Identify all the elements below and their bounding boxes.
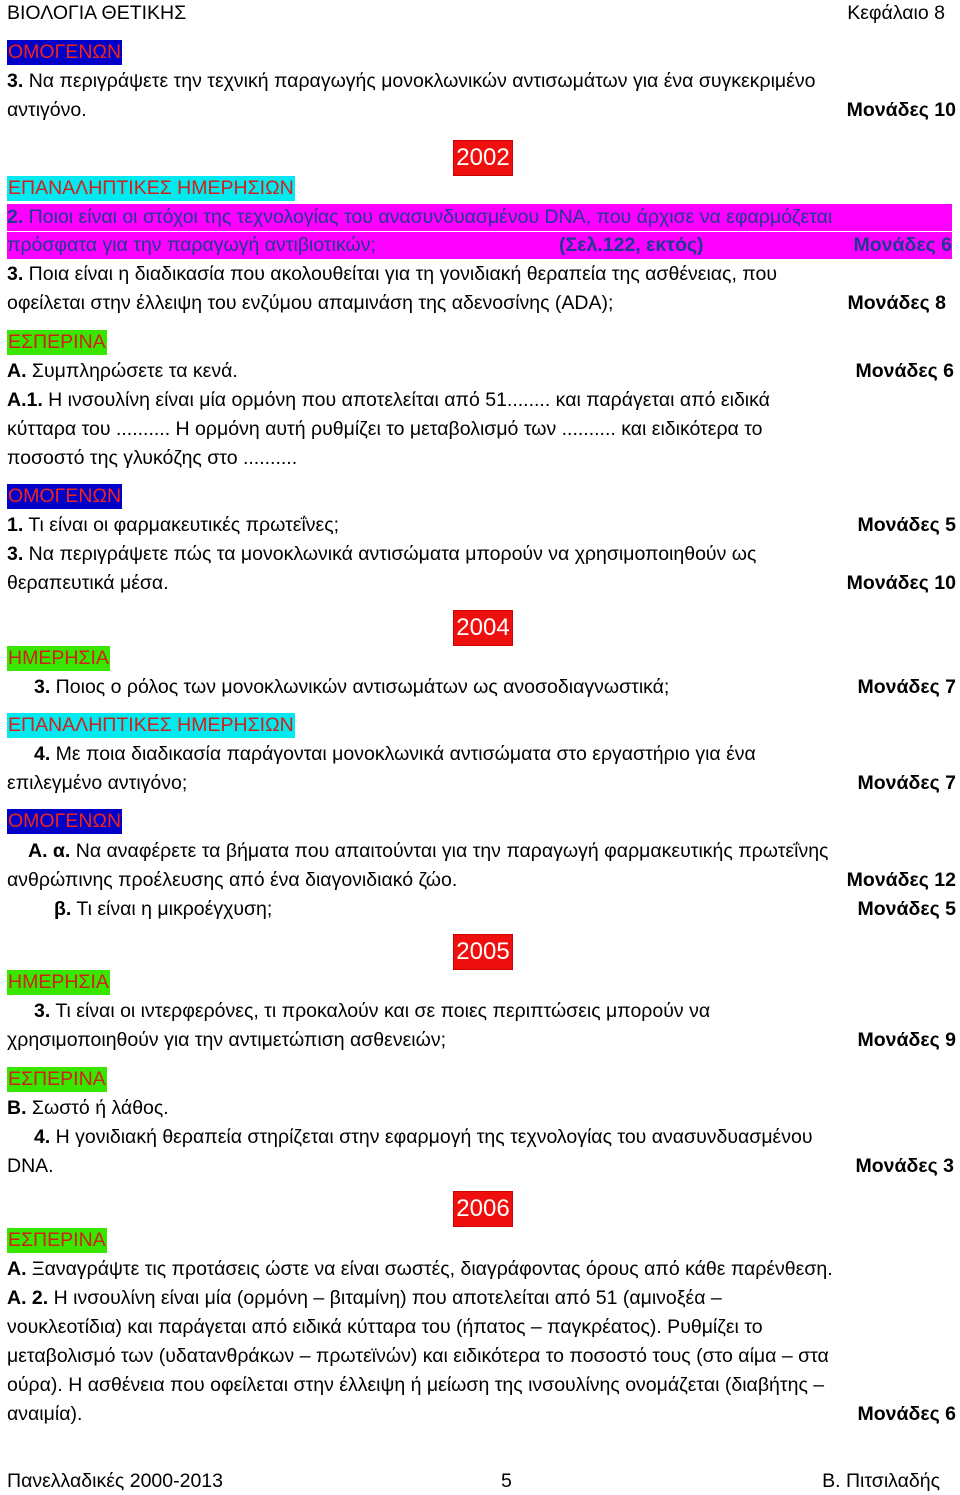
year-badge: 2004 (453, 610, 513, 646)
question-text: νουκλεοτίδια) και παράγεται από ειδικά κύτταρα του (ήπατος – παγκρέατος). Ρυθμίζει το (7, 1316, 763, 1338)
marks: Μονάδες 6 (855, 360, 954, 382)
question-line (7, 358, 954, 385)
question-number: 3. (7, 543, 24, 565)
question-line (7, 261, 956, 288)
question-number: Α. α. (28, 840, 71, 862)
question-line (34, 674, 956, 701)
question-text: Συμπληρώσετε τα κενά. (26, 360, 238, 382)
section-tag-line (7, 1227, 956, 1254)
question-line (7, 1372, 956, 1399)
question-text: Να αναφέρετε τα βήματα που απαιτούνται για την παραγωγή φαρμακευτικής πρωτεΐνης (70, 840, 829, 862)
question-text: ποσοστό της γλυκόζης στο .......... (7, 447, 298, 469)
page-reference: (Σελ.122, εκτός) (559, 234, 704, 256)
question-line (7, 1027, 956, 1054)
highlighted-question-line (7, 204, 952, 231)
question-text: Σωστό ή λάθος. (26, 1097, 169, 1119)
question-line (28, 838, 956, 865)
footer-author: Β. Πιτσιλαδής (822, 1470, 940, 1492)
page-header (7, 0, 945, 27)
question-line (7, 1314, 956, 1341)
question-text: Να περιγράψετε πώς τα μονοκλωνικά αντισώματα μπορούν να χρησιμοποιηθούν ως (23, 543, 757, 565)
question-number: Α. 2. (7, 1287, 49, 1309)
marks: Μονάδες 8 (847, 292, 946, 314)
question-text: Τι είναι οι ιντερφερόνες, τι προκαλούν και σε ποιες περιπτώσεις μπορούν να (50, 1000, 711, 1022)
marks: Μονάδες 3 (855, 1155, 954, 1177)
year-badge: 2005 (453, 934, 513, 970)
question-number: Α. (7, 360, 27, 382)
question-text: αντιγόνο. (7, 99, 87, 121)
footer-title: Πανελλαδικές 2000-2013 (7, 1470, 223, 1492)
question-line (34, 998, 956, 1025)
question-line (7, 445, 956, 472)
question-text: Να περιγράψετε την τεχνική παραγωγής μονοκλωνικών αντισωμάτων για ένα συγκεκριμένο (28, 70, 816, 92)
question-text: αναιμία). (7, 1403, 83, 1425)
question-number: 3. (7, 263, 24, 285)
question-text: Η ινσουλίνη είναι μία (ορμόνη – βιταμίνη) που αποτελείται από 51 (αμινοξέα – (48, 1287, 722, 1309)
section-tag: ΕΣΠΕΡΙΝΑ (8, 331, 106, 353)
section-tag-line (7, 808, 956, 835)
question-text: χρησιμοποιηθούν για την αντιμετώπιση ασθενειών; (7, 1029, 447, 1051)
question-line (7, 68, 956, 95)
header-subject: ΒΙΟΛΟΓΙΑ ΘΕΤΙΚΗΣ (7, 2, 187, 24)
question-line (7, 1285, 956, 1312)
marks: Μονάδες 10 (846, 99, 956, 121)
question-line (7, 1095, 956, 1122)
question-text: Ποια είναι η διαδικασία που ακολουθείται για τη γονιδιακή θεραπεία της ασθένειας, που (23, 263, 777, 285)
question-text: Ποιος ο ρόλος των μονοκλωνικών αντισωμάτων ως ανοσοδιαγνωστικά; (50, 676, 670, 698)
question-text: οφείλεται στην έλλειψη του ενζύμου απαμινάση της αδενοσίνης (ADA); (7, 292, 614, 314)
question-line (7, 770, 956, 797)
marks: Μονάδες 9 (857, 1029, 956, 1051)
marks: Μονάδες 5 (857, 514, 956, 536)
marks: Μονάδες 5 (857, 898, 956, 920)
year-badge: 2002 (453, 140, 513, 176)
question-number: β. (54, 898, 72, 920)
section-tag: ΕΣΠΕΡΙΝΑ (8, 1229, 106, 1251)
marks: Μονάδες 6 (853, 234, 952, 256)
question-text: DNA. (7, 1155, 54, 1177)
question-text: μεταβολισμό των (υδατανθράκων – πρωτεϊνών) και ειδικότερα το ποσοστό τους (στο αίμα – στα (7, 1345, 829, 1367)
section-tag: ΕΠΑΝΑΛΗΠΤΙΚΕΣ ΗΜΕΡΗΣΙΩΝ (8, 177, 294, 199)
question-text: ούρα). Η ασθένεια που οφείλεται στην έλλειψη ή μείωση της ινσουλίνης ονομάζεται (διαβήτης – (7, 1374, 825, 1396)
section-tag-line (7, 175, 956, 202)
section-tag: ΟΜΟΓΕΝΩΝ (8, 485, 122, 507)
section-tag-line (7, 39, 956, 66)
marks: Μονάδες 6 (857, 1403, 956, 1425)
question-line (7, 541, 956, 568)
question-number: 3. (7, 70, 24, 92)
section-tag-line (7, 483, 956, 510)
page-number: 5 (501, 1470, 512, 1492)
marks: Μονάδες 7 (857, 772, 956, 794)
question-text: θεραπευτικά μέσα. (7, 572, 169, 594)
question-line (7, 512, 956, 539)
section-tag: ΕΣΠΕΡΙΝΑ (8, 1068, 106, 1090)
question-text: Τι είναι η μικροέγχυση; (71, 898, 273, 920)
highlighted-question-line (7, 232, 952, 259)
question-number: 4. (34, 1126, 51, 1148)
question-text: κύτταρα του .......... Η ορμόνη αυτή ρυθμίζει το μεταβολισμό των .......... και ειδικότερα το (7, 418, 763, 440)
question-line (7, 570, 956, 597)
section-tag-line (7, 329, 956, 356)
header-chapter: Κεφάλαιο 8 (847, 2, 945, 24)
question-text: Ξαναγράψτε τις προτάσεις ώστε να είναι σωστές, διαγράφοντας όρους από κάθε παρένθεση. (26, 1258, 833, 1280)
question-text: ανθρώπινης προέλευσης από ένα διαγονιδιακό ζώο. (7, 869, 458, 891)
question-text: Τι είναι οι φαρμακευτικές πρωτεΐνες; (23, 514, 340, 536)
section-tag-line (7, 969, 956, 996)
section-tag-line (7, 645, 956, 672)
marks: Μονάδες 10 (846, 572, 956, 594)
question-line (7, 416, 956, 443)
section-tag: ΗΜΕΡΗΣΙΑ (8, 647, 109, 669)
question-line (34, 1124, 956, 1151)
question-number: 3. (34, 676, 51, 698)
question-text: πρόσφατα για την παραγωγή αντιβιοτικών; (7, 234, 376, 256)
question-line (7, 1256, 956, 1283)
question-line (34, 741, 956, 768)
question-number: Α.1. (7, 389, 43, 411)
question-number: Α. (7, 1258, 27, 1280)
question-line (7, 1343, 956, 1370)
year-badge: 2006 (453, 1191, 513, 1227)
section-tag-line (7, 712, 956, 739)
question-text: Η γονιδιακή θεραπεία στηρίζεται στην εφαρμογή της τεχνολογίας του ανασυνδυασμένου (50, 1126, 813, 1148)
section-tag: ΗΜΕΡΗΣΙΑ (8, 971, 109, 993)
question-line (7, 97, 956, 124)
question-number: 2. (7, 206, 24, 228)
marks: Μονάδες 7 (857, 676, 956, 698)
section-tag-line (7, 1066, 956, 1093)
section-tag: ΟΜΟΓΕΝΩΝ (8, 810, 122, 832)
question-text: Με ποια διαδικασία παράγονται μονοκλωνικά αντισώματα στο εργαστήριο για ένα (50, 743, 756, 765)
marks: Μονάδες 12 (846, 869, 956, 891)
question-text: Η ινσουλίνη είναι μία ορμόνη που αποτελείται από 51........ και παράγεται από ειδικά (42, 389, 770, 411)
question-number: 1. (7, 514, 24, 536)
question-line (54, 896, 956, 923)
page-footer (7, 1467, 940, 1495)
question-line (7, 1401, 956, 1428)
question-number: 3. (34, 1000, 51, 1022)
question-line (7, 290, 946, 317)
section-tag: ΟΜΟΓΕΝΩΝ (8, 41, 122, 63)
question-number: Β. (7, 1097, 27, 1119)
section-tag: ΕΠΑΝΑΛΗΠΤΙΚΕΣ ΗΜΕΡΗΣΙΩΝ (8, 714, 294, 736)
question-number: 4. (34, 743, 51, 765)
question-line (7, 387, 956, 414)
question-line (7, 867, 956, 894)
question-text: επιλεγμένο αντιγόνο; (7, 772, 188, 794)
question-text: Ποιοι είναι οι στόχοι της τεχνολογίας του ανασυνδυασμένου DNA, που άρχισε να εφαρμόζεται (23, 206, 833, 228)
question-line (7, 1153, 954, 1180)
